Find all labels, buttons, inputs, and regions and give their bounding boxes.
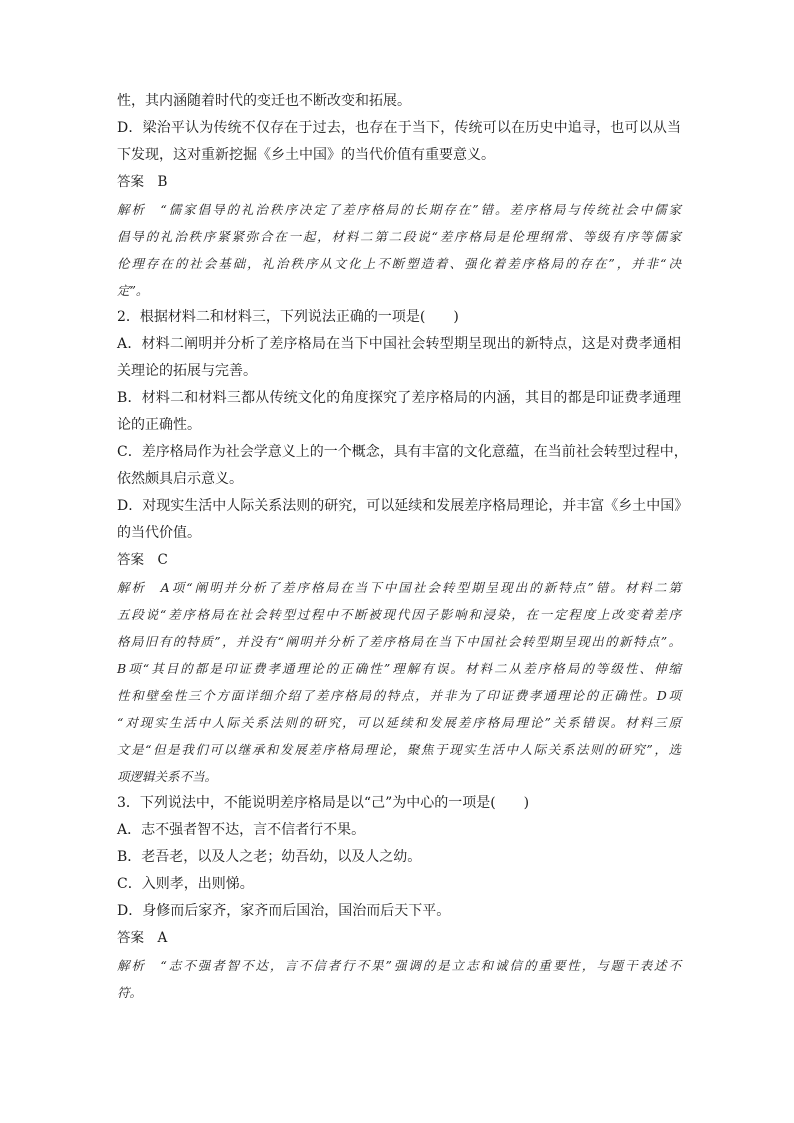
document-page [117, 88, 689, 1006]
text-line-9: 2．根据材料二和材料三，下列说法正确的一项是( ) [117, 309, 459, 325]
text-line-26: 项逻辑关系不当。 [117, 769, 218, 784]
text-line-34: 符。 [117, 985, 143, 1000]
text-line-22: B项“其目的都是印证费孝通理论的正确性”理解有误。材料二从差序格局的等级性、伸缩 [117, 661, 681, 676]
text-line-3: 下发现，这对重新挖掘《乡土中国》的当代价值有重要意义。 [117, 147, 495, 163]
text-line-16: D．对现实生活中人际关系法则的研究，可以延续和发展差序格局理论，并丰富《乡土中国》 [117, 498, 689, 514]
text-line-21: 格局旧有的特质”，并没有“阐明并分析了差序格局在当下中国社会转型期呈现出的新特点”。 [117, 634, 681, 649]
text-line-11: 关理论的拓展与完善。 [117, 363, 257, 379]
text-line-5: 解析 “儒家倡导的礼治秩序决定了差序格局的长期存在”错。差序格局与传统社会中儒家 [117, 202, 681, 217]
text-line-30: C．入则孝，出则悌。 [117, 876, 254, 892]
text-line-23: 性和壁垒性三个方面详细介绍了差序格局的特点，并非为了印证费孝通理论的正确性。D项 [117, 688, 681, 703]
text-line-18: 答案 C [117, 552, 168, 568]
text-line-19: 解析 A项“阐明并分析了差序格局在当下中国社会转型期呈现出的新特点”错。材料二第 [117, 580, 681, 595]
text-line-15: 依然颇具启示意义。 [117, 471, 243, 487]
text-line-32: 答案 A [117, 930, 168, 946]
text-line-4: 答案 B [117, 174, 168, 190]
text-line-24: “对现实生活中人际关系法则的研究，可以延续和发展差序格局理论”关系错误。材料三原 [117, 715, 681, 730]
text-line-28: A．志不强者智不达，言不信者行不果。 [117, 822, 366, 838]
text-line-29: B．老吾老，以及人之老；幼吾幼，以及人之幼。 [117, 849, 422, 865]
text-line-20: 五段说“差序格局在社会转型过程中不断被现代因子影响和浸染，在一定程度上改变着差序 [117, 607, 681, 622]
text-line-17: 的当代价值。 [117, 525, 201, 541]
text-line-31: D．身修而后家齐，家齐而后国治，国治而后天下平。 [117, 903, 451, 919]
text-line-12: B．材料二和材料三都从传统文化的角度探究了差序格局的内涵，其目的都是印证费孝通理 [117, 390, 681, 406]
text-line-13: 论的正确性。 [117, 417, 201, 433]
text-line-1: 性，其内涵随着时代的变迁也不断改变和拓展。 [117, 93, 411, 109]
text-line-33: 解析 “志不强者智不达，言不信者行不果”强调的是立志和诚信的重要性，与题干表述不 [117, 958, 681, 973]
text-line-8: 定”。 [117, 283, 149, 298]
text-line-27: 3．下列说法中，不能说明差序格局是以“己”为中心的一项是( ) [117, 795, 530, 811]
text-line-7: 伦理存在的社会基础，礼治秩序从文化上不断塑造着、强化着差序格局的存在”，并非“决 [117, 256, 681, 271]
text-line-10: A．材料二阐明并分析了差序格局在当下中国社会转型期呈现出的新特点，这是对费孝通相 [117, 336, 681, 352]
text-line-2: D．梁治平认为传统不仅存在于过去，也存在于当下，传统可以在历史中追寻，也可以从当 [117, 120, 681, 136]
text-line-6: 倡导的礼治秩序紧紧弥合在一起，材料二第二段说“差序格局是伦理纲常、等级有序等儒家 [117, 229, 681, 244]
text-line-25: 文是“但是我们可以继承和发展差序格局理论，聚焦于现实生活中人际关系法则的研究”，选 [117, 742, 681, 757]
text-line-14: C．差序格局作为社会学意义上的一个概念，具有丰富的文化意蕴，在当前社会转型过程中， [117, 444, 688, 460]
